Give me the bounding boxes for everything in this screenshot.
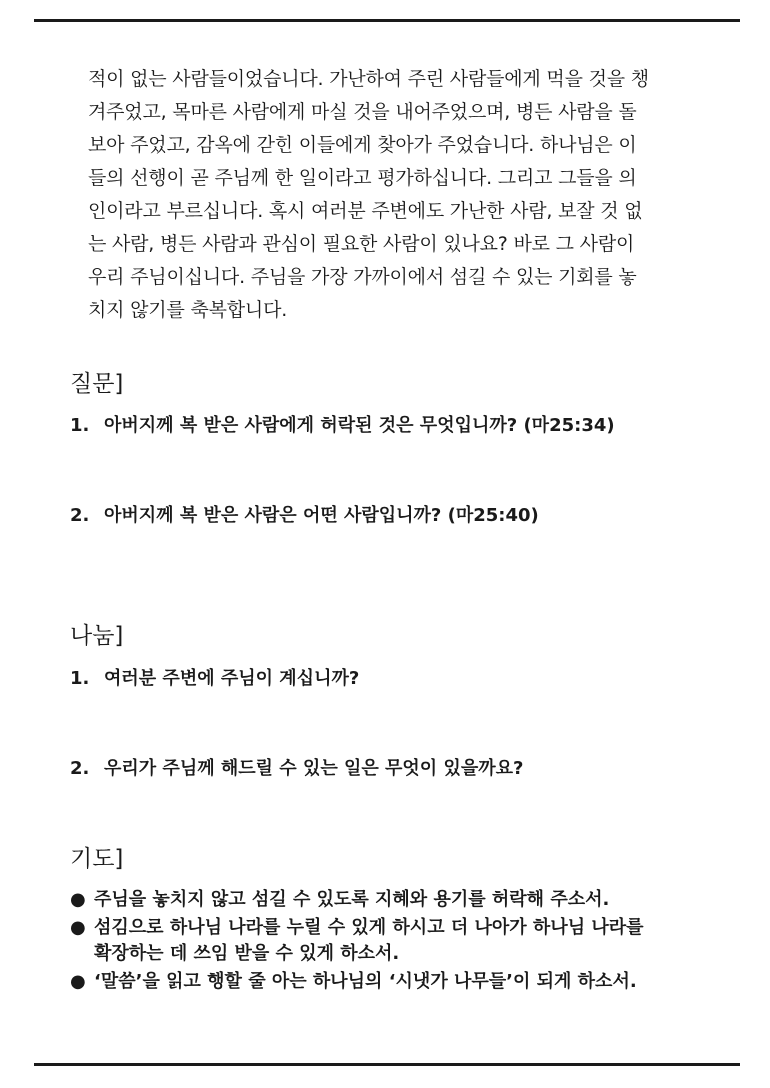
intro-line: 인이라고 부르십니다. 혹시 여러분 주변에도 가난한 사람, 보잘 것 없	[88, 200, 643, 222]
intro-line: 들의 선행이 곧 주님께 한 일이라고 평가하십니다. 그리고 그들을 의	[88, 167, 637, 189]
top-divider	[34, 19, 740, 22]
bullet-icon: ●	[70, 971, 86, 992]
bottom-divider	[34, 1063, 740, 1066]
prayer-line: 주님을 놓치지 않고 섬길 수 있도록 지혜와 용기를 허락해 주소서.	[94, 889, 610, 910]
prayer-item-3	[70, 969, 710, 995]
prayer-heading: 기도]	[70, 846, 124, 872]
prayer-line: 확장하는 데 쓰임 받을 수 있게 하소서.	[94, 943, 400, 964]
questions-heading: 질문]	[70, 371, 124, 397]
question-text: 아버지께 복 받은 사람은 어떤 사람입니까? (마25:40)	[104, 505, 539, 526]
question-number: 1.	[70, 415, 90, 436]
intro-line: 겨주었고, 목마른 사람에게 마실 것을 내어주었으며, 병든 사람을 돌	[88, 101, 637, 123]
bullet-icon: ●	[70, 917, 86, 938]
intro-line: 는 사람, 병든 사람과 관심이 필요한 사람이 있나요? 바로 그 사람이	[88, 233, 635, 255]
intro-line: 적이 없는 사람들이었습니다. 가난하여 주린 사람들에게 먹을 것을 챙	[88, 68, 649, 90]
intro-line: 보아 주었고, 감옥에 갇힌 이들에게 찾아가 주었습니다. 하나님은 이	[88, 134, 637, 156]
prayer-line: ‘말씀’을 읽고 행할 줄 아는 하나님의 ‘시냇가 나무들’이 되게 하소서.	[94, 971, 637, 992]
sharing-number: 2.	[70, 758, 90, 779]
question-text: 아버지께 복 받은 사람에게 허락된 것은 무엇입니까? (마25:34)	[104, 415, 615, 436]
prayer-item-1	[70, 887, 710, 913]
bullet-icon: ●	[70, 889, 86, 910]
prayer-item-2	[70, 915, 710, 967]
sharing-text: 여러분 주변에 주님이 계십니까?	[104, 668, 360, 689]
sharing-heading: 나눔]	[70, 623, 124, 649]
question-item-2	[70, 504, 539, 528]
question-item-1	[70, 414, 615, 438]
intro-paragraph	[88, 63, 708, 327]
question-number: 2.	[70, 505, 90, 526]
sharing-number: 1.	[70, 668, 90, 689]
prayer-list	[70, 887, 710, 997]
intro-line: 치지 않기를 축복합니다.	[88, 299, 288, 321]
sharing-item-1	[70, 667, 359, 691]
prayer-line: 섬김으로 하나님 나라를 누릴 수 있게 하시고 더 나아가 하나님 나라를	[94, 917, 644, 938]
intro-line: 우리 주님이십니다. 주님을 가장 가까이에서 섬길 수 있는 기회를 놓	[88, 266, 637, 288]
sharing-item-2	[70, 757, 523, 781]
sharing-text: 우리가 주님께 해드릴 수 있는 일은 무엇이 있을까요?	[104, 758, 524, 779]
